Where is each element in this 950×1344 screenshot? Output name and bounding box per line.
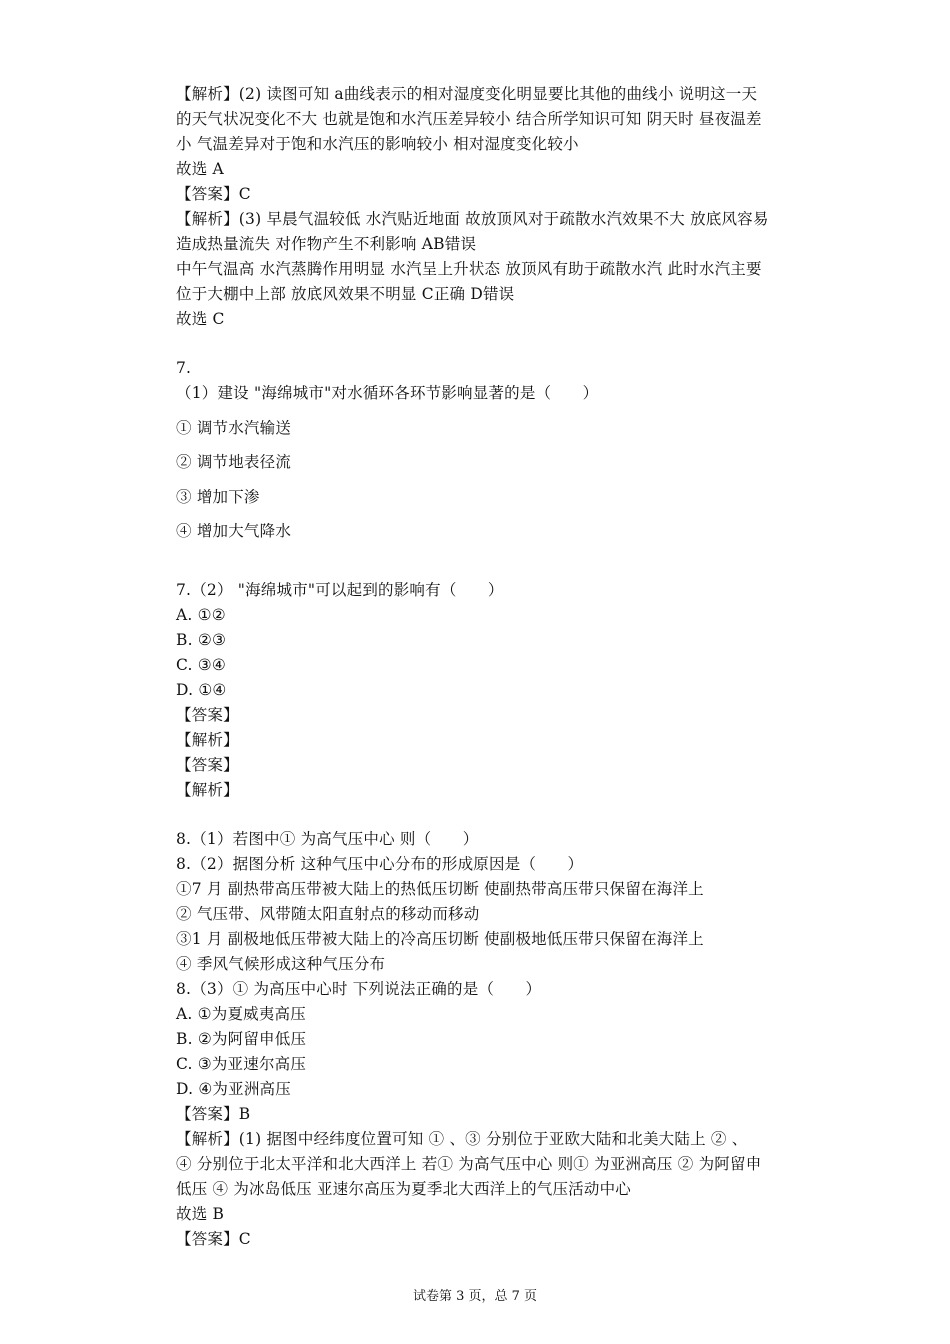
option-item: ② 气压带、风带随太阳直射点的移动而移动 bbox=[176, 905, 480, 923]
option-item: C. ③为亚速尔高压 bbox=[176, 1055, 307, 1073]
text-line: 造成热量流失 对作物产生不利影响 AB错误 bbox=[176, 235, 477, 253]
answer-label: 【答案】C bbox=[176, 1230, 251, 1248]
text-line: 故选 C bbox=[176, 310, 225, 328]
text-line: 中午气温高 水汽蒸腾作用明显 水汽呈上升状态 放顶风有助于疏散水汽 此时水汽主要 bbox=[176, 260, 762, 278]
option-item: ② 调节地表径流 bbox=[176, 453, 292, 471]
question-text: 8.（1）若图中① 为高气压中心 则（ ） bbox=[176, 830, 479, 848]
option-item: A. ①为夏威夷高压 bbox=[176, 1005, 306, 1023]
text-line: 小 气温差异对于饱和水汽压的影响较小 相对湿度变化较小 bbox=[176, 135, 579, 153]
question-text: 8.（2）据图分析 这种气压中心分布的形成原因是（ ） bbox=[176, 855, 584, 873]
option-item: ①7 月 副热带高压带被大陆上的热低压切断 使副热带高压带只保留在海洋上 bbox=[176, 880, 704, 898]
question-text: 8.（3）① 为高压中心时 下列说法正确的是（ ） bbox=[176, 980, 542, 998]
text-line: 位于大棚中上部 放底风效果不明显 C正确 D错误 bbox=[176, 285, 515, 303]
text-line: 【解析】(1) 据图中经纬度位置可知 ① 、③ 分别位于亚欧大陆和北美大陆上 ② 、 bbox=[176, 1130, 748, 1148]
question-number: 7. bbox=[176, 359, 192, 377]
option-item: D. ④为亚洲高压 bbox=[176, 1080, 291, 1098]
answer-label: 【答案】B bbox=[176, 1105, 251, 1123]
option-item: ① 调节水汽输送 bbox=[176, 419, 292, 437]
option-item: C. ③④ bbox=[176, 656, 226, 674]
answer-label: 【答案】 bbox=[176, 756, 239, 774]
page-footer: 试卷第 3 页，总 7 页 bbox=[412, 1289, 538, 1304]
text-line: 【解析】(3) 早晨气温较低 水汽贴近地面 故放顶风对于疏散水汽效果不大 放底风容易 bbox=[176, 210, 769, 228]
text-line: 【解析】(2) 读图可知 a曲线表示的相对湿度变化明显要比其他的曲线小 说明这一天 bbox=[176, 85, 758, 103]
option-item: A. ①② bbox=[176, 606, 226, 624]
option-item: ④ 季风气候形成这种气压分布 bbox=[176, 955, 386, 973]
option-item: ③ 增加下渗 bbox=[176, 488, 260, 506]
option-item: ③1 月 副极地低压带被大陆上的冷高压切断 使副极地低压带只保留在海洋上 bbox=[176, 930, 704, 948]
text-line: 故选 A bbox=[176, 160, 224, 178]
question-text: 7.（2） "海绵城市"可以起到的影响有（ ） bbox=[176, 581, 504, 599]
option-item: B. ②③ bbox=[176, 631, 227, 649]
text-line: 的天气状况变化不大 也就是饱和水汽压差异较小 结合所学知识可知 阴天时 昼夜温差 bbox=[176, 110, 762, 128]
text-line: ④ 分别位于北太平洋和北大西洋上 若① 为高气压中心 则① 为亚洲高压 ② 为阿留申 bbox=[176, 1155, 762, 1173]
answer-label: 【答案】C bbox=[176, 185, 251, 203]
question-text: （1）建设 "海绵城市"对水循环各环节影响显著的是（ ） bbox=[176, 384, 599, 402]
analysis-label: 【解析】 bbox=[176, 731, 239, 749]
text-line: 故选 B bbox=[176, 1205, 225, 1223]
option-item: B. ②为阿留申低压 bbox=[176, 1030, 307, 1048]
text-line: 低压 ④ 为冰岛低压 亚速尔高压为夏季北大西洋上的气压活动中心 bbox=[176, 1180, 631, 1198]
answer-label: 【答案】 bbox=[176, 706, 239, 724]
option-item: D. ①④ bbox=[176, 681, 227, 699]
analysis-label: 【解析】 bbox=[176, 781, 239, 799]
option-item: ④ 增加大气降水 bbox=[176, 522, 292, 540]
